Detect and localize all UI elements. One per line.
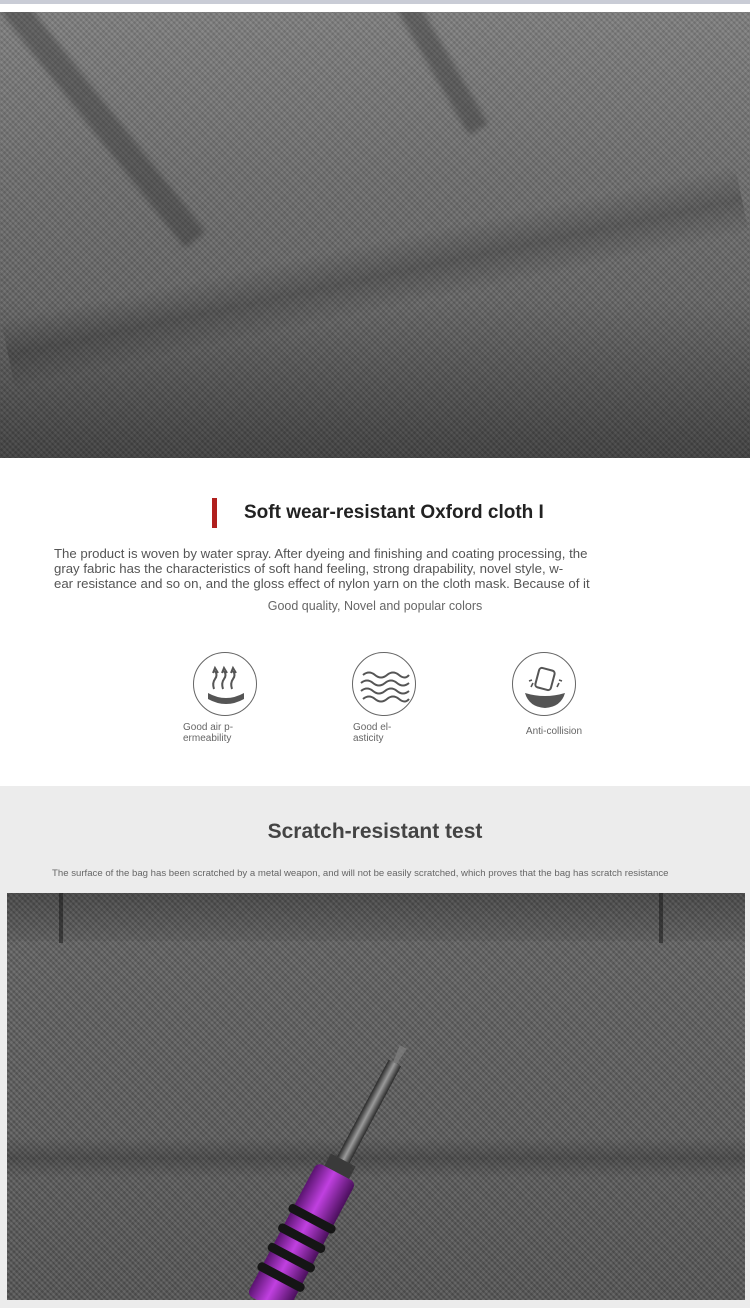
feature-label: Good el- asticity: [353, 722, 392, 744]
section-title: Soft wear-resistant Oxford cloth I: [244, 502, 544, 523]
screwdriver-image: [7, 893, 745, 1300]
description-line: ear resistance and so on, and the gloss effect of nylon yarn on the cloth mask. Because of it: [54, 576, 590, 591]
scratch-test-title: Scratch-resistant test: [267, 820, 483, 843]
scratch-test-photo: [7, 893, 745, 1300]
feature-label: Anti-collision: [525, 726, 583, 737]
elastic-waves-icon: [352, 652, 416, 716]
fabric-feature-section: [0, 458, 750, 786]
title-accent-bar: [212, 498, 217, 528]
tagline: Good quality, Novel and popular colors: [267, 599, 483, 613]
scratch-test-section: [0, 786, 750, 1308]
scratch-test-caption: The surface of the bag has been scratched by a metal weapon, and will not be easily scratched, which proves that the bag has scratch resistance: [52, 868, 669, 879]
feature-label: Good air p- ermeability: [183, 722, 234, 744]
fabric-description: [54, 546, 644, 591]
top-divider-bar: [0, 0, 750, 4]
breathable-fabric-icon: [193, 652, 257, 716]
description-line: The product is woven by water spray. After dyeing and finishing and coating processing, the: [54, 546, 588, 561]
description-line: gray fabric has the characteristics of soft hand feeling, strong drapability, novel style, w-: [54, 561, 564, 576]
anti-collision-icon: [512, 652, 576, 716]
fabric-closeup-photo: [0, 12, 750, 458]
